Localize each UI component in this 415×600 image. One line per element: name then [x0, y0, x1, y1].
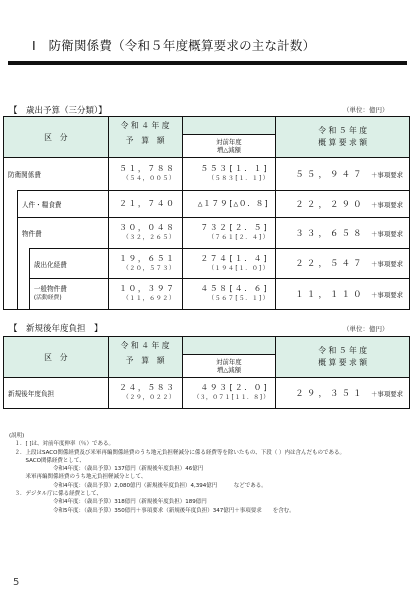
r4-sub-value: （３２，２６５） [122, 234, 176, 241]
r5-value: １１，１１０ [295, 288, 365, 299]
indent-spacer [17, 249, 29, 279]
header2-diff-line2: 増△減額 [216, 366, 241, 374]
header2-r5-line2: 概 算 要 求 額 [318, 358, 368, 367]
row-label-defense: 防衛関係費 [4, 158, 109, 191]
row-r4-material [108, 218, 182, 249]
row-r5-personnel [276, 191, 410, 218]
r5-note: ＋事項要求 [371, 389, 403, 398]
r5-note: ＋事項要求 [371, 290, 403, 299]
r5-note: ＋事項要求 [371, 260, 403, 268]
table-row [4, 218, 410, 249]
row-diff-defense [182, 158, 276, 191]
r4-value: ３０，０４８ [119, 223, 176, 232]
r4-sub-value: （２９，０２２） [122, 394, 176, 401]
header2-r5-line1: 令 和 ５ 年 度 [318, 346, 368, 355]
page-title: Ⅰ 防衛関係費（令和５年度概算要求の主な計数） [32, 38, 316, 53]
general-label-sub: (活動経費) [33, 295, 62, 301]
diff-value: ５５３[１．１] [200, 164, 270, 173]
header2-r4-line1: 令 和 ４ 年 度 [108, 337, 182, 355]
row-label-general [29, 279, 108, 310]
r5-value: ２２，５４７ [295, 258, 365, 268]
header-category: 区 分 [4, 117, 109, 158]
r5-value: ２２，２９０ [295, 198, 365, 209]
section1-heading: 【 歳出予算（三分類）】 [9, 106, 107, 116]
header-r4-line1: 令 和 ４ 年 度 [108, 117, 182, 135]
row-diff-general [182, 279, 276, 310]
explanatory-notes: (説明) １．[ ]は、対前年度伸率（％）である。 ２．上段はSACO関係経費及び米軍再編関係経費のうち地元負担軽減分に係る経費等を除いたもの、下段（ ）内は含んだものである。 SACO関係経費として、 令和4年度：（歳出予算）137億円（新規後年度負担）46億円 米軍再編関係経費のうち地元負担軽減分として、 令和4年度：（歳出予算）2,080億円（新規後年度負担）4,394億円 などである。 ３．デジタル庁に係る経費として、 令和4年度：（歳出予算）318億円（新規後年度負担）189億円 令和5年度：（歳出予算）350億円＋事項要求（新規後年度負担）347億円＋事項要求 を含む。 [9, 433, 345, 514]
section2-unit: （単位：億円） [343, 325, 389, 333]
diff-sub-value: （７６１[２．４]） [208, 234, 270, 241]
header-r4-line2: 予 算 額 [108, 135, 182, 158]
table-row [4, 158, 410, 191]
row-r4-personnel [108, 191, 182, 218]
r5-value: ２９，３５１ [295, 387, 365, 398]
row-label-expenditure: 歳出化経費 [29, 249, 108, 279]
indent-spacer [4, 191, 18, 218]
header-r5-line2: 概 算 要 求 額 [318, 138, 368, 147]
header2-diff-line1: 対前年度 [216, 358, 242, 366]
budget-table [3, 116, 410, 310]
page-number: 5 [13, 577, 20, 588]
row-r4-deferred [108, 378, 182, 409]
diff-value: ２７４[１．４] [200, 253, 270, 263]
row-label-deferred: 新規後年度負担 [4, 378, 109, 409]
general-label: 一般物件費 [33, 285, 67, 293]
row-r5-material [276, 218, 410, 249]
diff-value: ４５８[４．６] [200, 284, 270, 293]
r4-value: ２１，７４０ [119, 199, 176, 208]
table-row [4, 191, 410, 218]
row-r5-expenditure [276, 249, 410, 279]
table-row [4, 249, 410, 279]
header-r5 [276, 117, 410, 158]
r5-value: ３３，６５８ [295, 227, 365, 238]
section1-unit: （単位：億円） [343, 106, 389, 114]
header-diff-line1: 対前年度 [216, 138, 242, 146]
row-diff-deferred [182, 378, 276, 409]
row-diff-expenditure [182, 249, 276, 279]
row-r4-expenditure [108, 249, 182, 279]
row-r5-deferred [276, 378, 410, 409]
row-label-personnel: 人件・糧食費 [17, 191, 108, 218]
indent-spacer [17, 279, 29, 310]
header2-r5 [276, 337, 410, 378]
r4-sub-value: （５４，００５） [122, 175, 176, 182]
r5-value: ５５，９４７ [295, 168, 365, 179]
r4-value: ２４，５８３ [119, 383, 176, 392]
row-diff-material [182, 218, 276, 249]
indent-spacer [4, 279, 18, 310]
diff-value: △１７９[△０．８] [197, 199, 270, 208]
r4-value: ５１，７８８ [119, 164, 176, 173]
diff-sub-value: （５６７[５．１]） [208, 295, 270, 302]
r5-note: ＋事項要求 [371, 200, 403, 209]
header2-pad [182, 337, 276, 355]
r4-sub-value: （２０，５７３） [122, 264, 176, 272]
header-r5-line1: 令 和 ５ 年 度 [318, 126, 368, 135]
section2-heading: 【 新規後年度負担 】 [9, 324, 103, 334]
indent-spacer [4, 218, 18, 249]
header-diff [182, 135, 276, 158]
r5-note: ＋事項要求 [371, 170, 403, 179]
row-diff-personnel [182, 191, 276, 218]
diff-value: ７３２[２．５] [200, 223, 270, 232]
r5-note: ＋事項要求 [371, 229, 403, 238]
row-r4-defense [108, 158, 182, 191]
diff-sub-value: （１９４[１．０]） [208, 264, 270, 272]
title-rule [8, 61, 407, 65]
diff-sub-value: （５８３[１．１]） [208, 175, 270, 182]
row-label-material: 物件費 [17, 218, 108, 249]
r4-sub-value: （１１，６９２） [122, 295, 176, 302]
table-row [4, 378, 410, 409]
header-diff-line2: 増△減額 [216, 146, 241, 154]
row-r5-general [276, 279, 410, 310]
header2-category: 区 分 [4, 337, 109, 378]
row-r5-defense [276, 158, 410, 191]
deferred-table [3, 336, 410, 409]
header2-diff [182, 355, 276, 378]
row-r4-general [108, 279, 182, 310]
indent-spacer [4, 249, 18, 279]
r4-value: １９，６５１ [119, 253, 176, 263]
table-row [4, 279, 410, 310]
header-r4-line2-pad [182, 117, 276, 135]
header2-r4-line2: 予 算 額 [108, 355, 182, 378]
diff-value: ４９３[２．０] [200, 383, 270, 392]
diff-sub-value: （３，０７１[１１．８]） [193, 394, 270, 401]
r4-value: １０，３９７ [119, 284, 176, 293]
